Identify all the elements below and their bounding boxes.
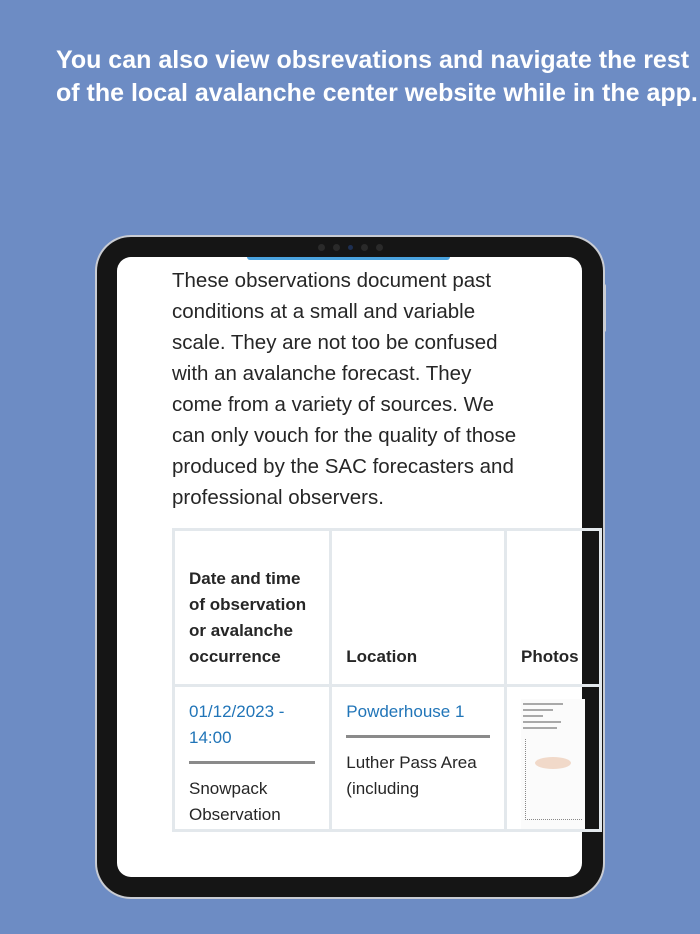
thumb-line [523, 709, 553, 711]
table-row [172, 687, 602, 832]
tablet-screen [117, 257, 582, 877]
observations-page [172, 265, 579, 832]
header-photos[interactable]: Photos [507, 531, 602, 687]
thumb-line [523, 703, 563, 705]
sensor-icon [318, 244, 325, 251]
observation-date-link[interactable]: 01/12/2023 - 14:00 [189, 699, 315, 764]
thumb-graph [525, 739, 582, 820]
observations-table [172, 528, 602, 832]
header-date[interactable]: Date and time of observation or avalanche occurrence [172, 531, 332, 687]
page-headline: You can also view obsrevations and navigate the rest of the local avalanche center website while in the app. [56, 46, 698, 107]
cell-photos [507, 687, 602, 832]
thumb-blob [535, 757, 571, 769]
sensor-icon [333, 244, 340, 251]
observation-area: Luther Pass Area (including [346, 753, 477, 798]
observation-photo-thumbnail[interactable] [521, 699, 585, 829]
header-location[interactable]: Location [332, 531, 507, 687]
camera-bar [310, 241, 390, 253]
observation-location-link[interactable]: Powderhouse 1 [346, 699, 490, 738]
sensor-icon [361, 244, 368, 251]
cell-date [172, 687, 332, 832]
camera-lens-icon [348, 245, 353, 250]
cell-location [332, 687, 507, 832]
observations-table-container[interactable] [172, 528, 579, 832]
thumb-line [523, 727, 557, 729]
observation-type: Snowpack Observation [189, 779, 281, 824]
thumb-line [523, 715, 543, 717]
sensor-icon [376, 244, 383, 251]
thumb-line [523, 721, 561, 723]
top-accent-bar [247, 257, 450, 260]
observations-disclaimer: These observations document past conditions at a small and variable scale. They are not too be confused with an avalanche forecast. They come from a variety of sources. We can only vouch for the quality of those produced by the SAC forecasters and professional observers. [172, 269, 517, 509]
